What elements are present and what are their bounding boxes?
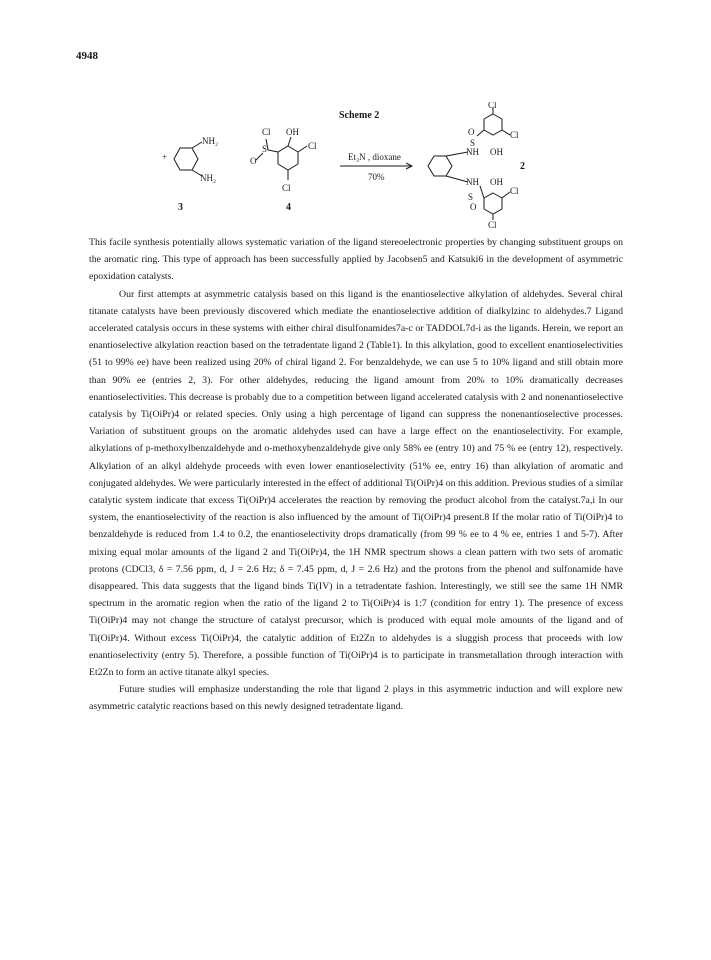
page-number: 4948 xyxy=(76,50,98,62)
benzene-ring-4 xyxy=(278,146,298,170)
svg-text:S: S xyxy=(468,192,474,202)
svg-text:O: O xyxy=(468,127,475,137)
svg-text:2: 2 xyxy=(520,161,525,172)
benzene-ring-product-upper xyxy=(484,114,502,135)
svg-text:S: S xyxy=(262,144,268,154)
svg-text:3: 3 xyxy=(178,202,183,213)
svg-text:OH: OH xyxy=(490,177,503,187)
svg-text:OH: OH xyxy=(286,127,299,137)
svg-text:Et₃N , dioxane: Et₃N , dioxane xyxy=(348,152,401,162)
paragraph: Our first attempts at asymmetric catalysis based on this ligand is the enantioselective alkylation of aldehydes. Several chiral titanate catalysts have been previously discovered which mediate the enantioselective addition of dialkylzinc to aldehydes.7 Ligand accelerated catalysis occurs in these systems with either chiral disulfonamides7a-c or TADDOL7d-i as the ligands. Herein, we report an enantioselective alkylation reaction based on the tetradentate ligand 2 (Table1). In this alkylation, good to excellent enantioselectivities (51 to 99% ee) have been realized using 20% of chiral ligand 2. For benzaldehyde, we can use 5 to 10% ligand and still obtain more than 90% ee (entries 2, 3). For other aldehydes, reducing the ligand amount from 20% to 10% dramatically decreases enantioselectivities. This decrease is probably due to a competition between ligand accelerated catalysis with 2 and nonenantioselective catalysis by Ti(OiPr)4 or related species. Only using a high percentage of ligand can suppress the nonenantioselective processes. Variation of substituent groups on the aromatic aldehydes used can have a large effect on the enantioselectivity. For example, alkylations of p-methoxylbenzaldehyde and o-methoxybenzaldehyde give only 58% ee (entry 10) and 75 % ee (entry 12), respectively. Alkylation of an alkyl aldehyde proceeds with even lower enantioselectivity (51% ee, entry 16) than alkylation of aromatic and conjugated aldehydes. We were particularly interested in the effect of additional Ti(OiPr)4 on this addition. Previous studies of a similar catalytic system indicate that excess Ti(OiPr)4 accelerates the reaction by removing the product alcohol from the catalyst.7a,i In our system, the enantioselectivity of the reaction is also influenced by the amount of Ti(OiPr)4 present.8 If the molar ratio of Ti(OiPr)4 to benzaldehyde is reduced from 1.4 to 0.2, the enantioselectivity drops dramatically (from 99 % ee to 4 % ee, entries 1 and 5-7). After mixing equal molar amounts of the ligand 2 and Ti(OiPr)4, the 1H NMR spectrum shows a clean pattern with two sets of aromatic protons (CDCl3, δ = 7.56 ppm, d, J = 2.6 Hz; δ = 7.45 ppm, d, J = 2.6 Hz) and the protons from the phenol and sulfonamide have disappeared. This data suggests that the ligand binds Ti(IV) in a tetradentate fashion. Interestingly, we still see the same 1H NMR spectrum in the aromatic region when the ratio of the ligand 2 to Ti(OiPr)4 is 1:7 (condition for entry 1). The presence of excess Ti(OiPr)4 may not change the structure of catalyst precursor, which is produced with equal mole amounts of the ligand and of Ti(OiPr)4. Without excess Ti(OiPr)4, the catalytic addition of Et2Zn to aldehydes is a sluggish process that proceeds with low enantioselectivity (entry 5). Therefore, a possible function of Ti(OiPr)4 is to participate in transmetallation through interaction with Et2Zn to form an active titanate alkyl species. xyxy=(89,288,623,679)
reaction-scheme xyxy=(150,102,580,234)
svg-text:O: O xyxy=(470,202,477,212)
svg-text:NH₂: NH₂ xyxy=(202,136,219,146)
svg-text:Cl: Cl xyxy=(488,220,497,230)
svg-text:Cl: Cl xyxy=(510,130,519,140)
svg-text:+: + xyxy=(162,152,168,162)
svg-text:NH: NH xyxy=(466,147,479,157)
svg-text:Cl: Cl xyxy=(488,102,497,110)
svg-text:O: O xyxy=(250,156,257,166)
benzene-ring-product-lower xyxy=(484,193,502,214)
cyclohexane-ring-3 xyxy=(174,148,198,170)
paragraph: This facile synthesis potentially allows systematic variation of the ligand stereoelectronic properties by changing substituent groups on the aromatic ring. This type of approach has been successfully applied by Jacobsen5 and Katsuki6 in the development of asymmetric epoxidation catalysts. xyxy=(89,237,623,283)
svg-text:Cl: Cl xyxy=(262,127,271,137)
svg-text:70%: 70% xyxy=(368,172,385,182)
svg-text:NH: NH xyxy=(466,177,479,187)
svg-text:Cl: Cl xyxy=(282,183,291,193)
svg-text:Cl: Cl xyxy=(308,141,317,151)
svg-text:S: S xyxy=(470,138,476,148)
svg-text:OH: OH xyxy=(490,147,503,157)
svg-text:4: 4 xyxy=(286,202,291,213)
svg-text:Cl: Cl xyxy=(510,186,519,196)
body-text xyxy=(89,234,623,716)
cyclohexane-ring-product xyxy=(428,156,452,176)
svg-text:NH₂: NH₂ xyxy=(200,173,217,183)
scheme-title: Scheme 2 xyxy=(339,110,380,121)
paragraph: Future studies will emphasize understanding the role that ligand 2 plays in this asymmetric induction and will explore new asymmetric catalytic reactions based on this newly designed tetradentate ligand. xyxy=(89,684,623,713)
